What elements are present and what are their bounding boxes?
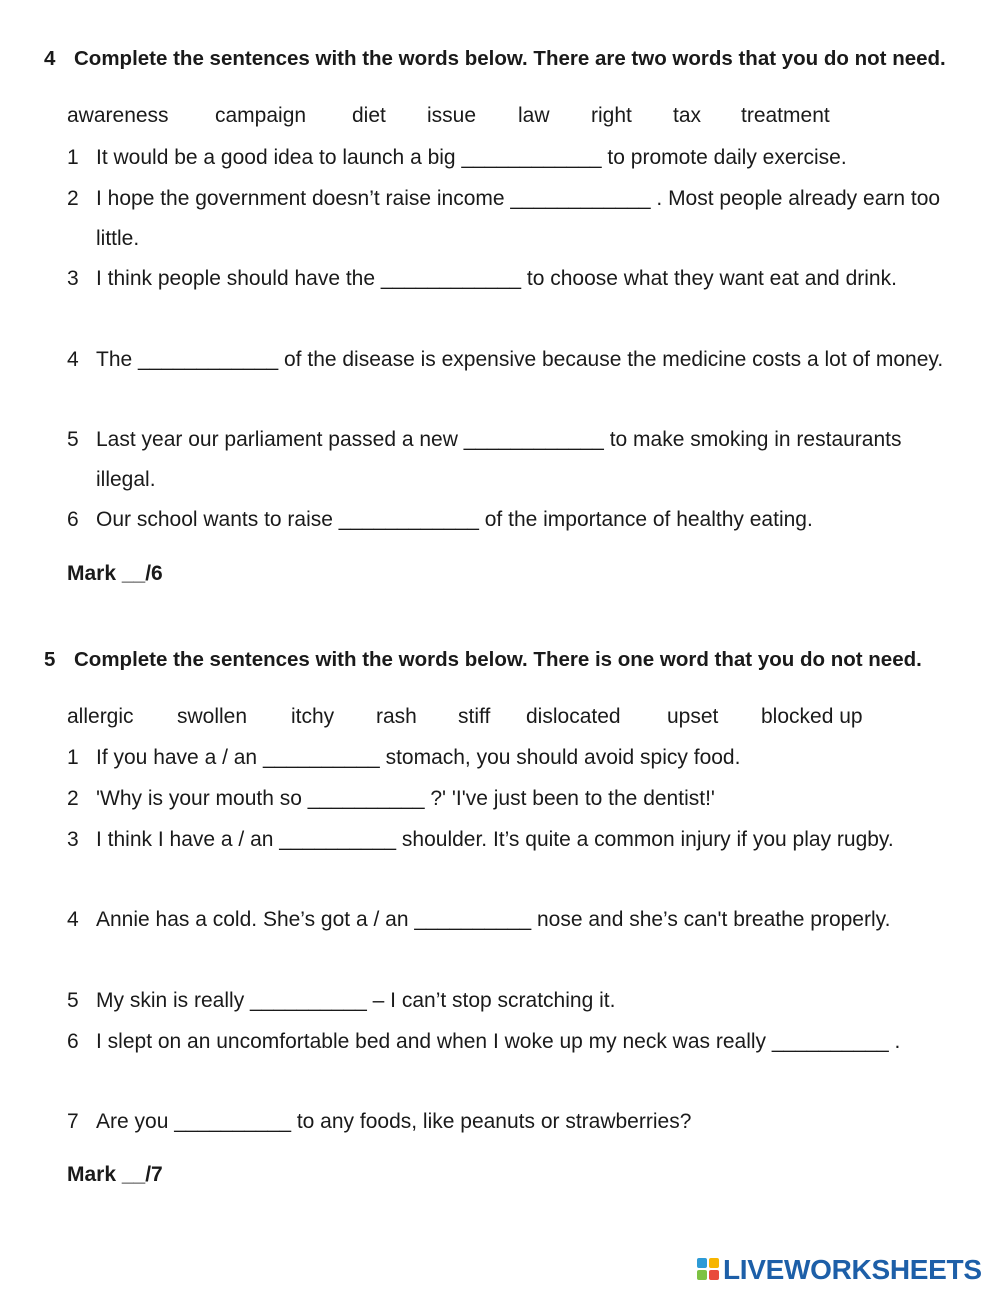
sentence-text: If you have a / an __________ stomach, you should avoid spicy food. [96, 746, 741, 769]
sentence-text: I think people should have the ____________ to choose what they want eat and drink. [96, 267, 897, 290]
sentence-text: Are you __________ to any foods, like peanuts or strawberries? [96, 1110, 692, 1133]
word-bank-item: stiff [458, 705, 491, 728]
exercise-instruction: Complete the sentences with the words below. There is one word that you do not need. [74, 648, 922, 671]
word-bank-item: campaign [215, 104, 307, 127]
word-bank-item: upset [667, 705, 719, 728]
word-bank-item: law [518, 104, 550, 127]
word-bank-item: allergic [67, 705, 134, 728]
sentence-number: 2 [67, 187, 79, 210]
word-bank-item: blocked up [761, 705, 863, 728]
sentence-number: 1 [67, 746, 79, 769]
sentence-number: 3 [67, 828, 79, 851]
word-bank-item: treatment [741, 104, 830, 127]
sentence-item [67, 1022, 957, 1062]
sentence-text: Annie has a cold. She’s got a / an __________ nose and she’s can't breathe properly. [96, 908, 891, 931]
sentence-number: 4 [67, 908, 79, 931]
sentence-item [67, 900, 957, 940]
word-bank-item: issue [427, 104, 477, 127]
sentence-number: 5 [67, 428, 79, 451]
sentence-text: The ____________ of the disease is expensive because the medicine costs a lot of money. [96, 348, 944, 371]
sentence-text: 'Why is your mouth so __________ ?' 'I've just been to the dentist!' [96, 787, 715, 810]
word-bank-item: diet [352, 104, 386, 127]
sentence-item [67, 420, 957, 500]
exercise-number: 5 [44, 648, 56, 671]
sentence-number: 1 [67, 146, 79, 169]
word-bank-item: rash [376, 705, 417, 728]
sentence-number: 6 [67, 1030, 79, 1053]
word-bank-item: itchy [291, 705, 335, 728]
sentence-item [67, 738, 957, 778]
sentence-number: 2 [67, 787, 79, 810]
word-bank-item: swollen [177, 705, 248, 728]
sentence-item [67, 779, 957, 819]
word-bank-item: right [591, 104, 632, 127]
sentence-number: 7 [67, 1110, 79, 1133]
word-bank-item: dislocated [526, 705, 621, 728]
sentence-text: Last year our parliament passed a new ____________ to make smoking in restaurants illegal. [96, 428, 902, 491]
sentence-item [67, 259, 957, 299]
sentence-number: 4 [67, 348, 79, 371]
exercise-number: 4 [44, 47, 56, 70]
mark-score-4: Mark __/6 [67, 562, 163, 585]
sentence-item [67, 179, 957, 259]
logo-grid-icon [697, 1258, 721, 1282]
mark-score-5: Mark __/7 [67, 1163, 163, 1186]
logo-text: LIVEWORKSHEETS [723, 1254, 982, 1285]
sentence-item [67, 340, 957, 380]
word-bank-item: tax [673, 104, 702, 127]
sentence-number: 3 [67, 267, 79, 290]
sentence-item [67, 500, 957, 540]
sentence-item [67, 820, 957, 860]
sentence-text: I think I have a / an __________ shoulder. It’s quite a common injury if you play rugby. [96, 828, 894, 851]
sentence-number: 5 [67, 989, 79, 1012]
sentence-item [67, 138, 957, 178]
sentence-item [67, 1102, 957, 1142]
exercise-5-heading [44, 647, 964, 673]
sentence-text: My skin is really __________ – I can’t stop scratching it. [96, 989, 616, 1012]
exercise-instruction: Complete the sentences with the words below. There are two words that you do not need. [74, 47, 946, 70]
exercise-4-heading [44, 46, 964, 72]
sentence-number: 6 [67, 508, 79, 531]
word-bank-item: awareness [67, 104, 169, 127]
sentence-text: I hope the government doesn’t raise income ____________ . Most people already earn too little. [96, 187, 941, 250]
sentence-text: I slept on an uncomfortable bed and when I woke up my neck was really __________ . [96, 1030, 901, 1053]
sentence-text: Our school wants to raise ____________ of the importance of healthy eating. [96, 508, 813, 531]
sentence-item [67, 981, 957, 1021]
sentence-text: It would be a good idea to launch a big ____________ to promote daily exercise. [96, 146, 847, 169]
